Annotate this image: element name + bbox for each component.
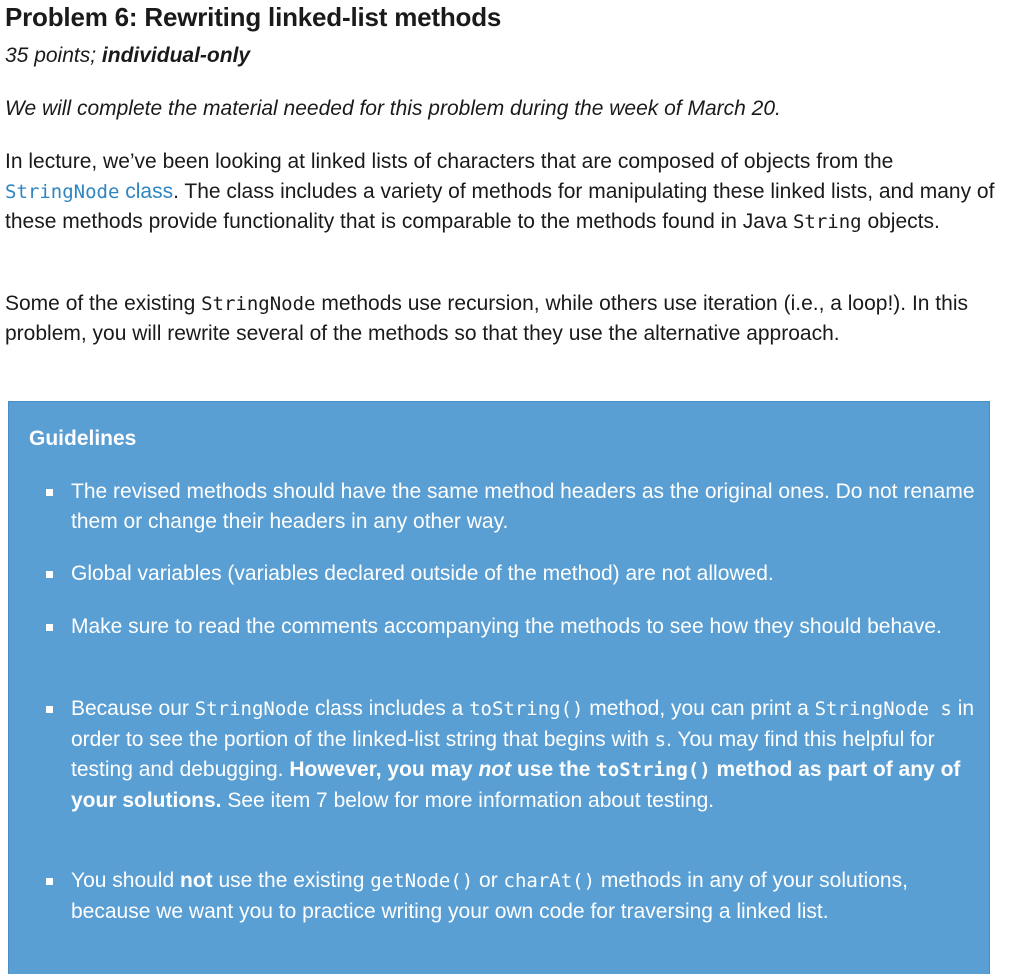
stringnode-link-code: StringNode	[5, 181, 120, 203]
g4-text-5: . You may find this helpful for testing and debugging.	[71, 727, 935, 781]
stringnode-class-link[interactable]	[5, 180, 173, 203]
bullet-icon	[46, 489, 53, 496]
g4-code-3: StringNode s	[814, 698, 952, 720]
para1-code-string: String	[792, 211, 862, 233]
guidelines-box	[8, 401, 990, 974]
bullet-icon	[46, 624, 53, 631]
bullet-icon	[46, 878, 53, 885]
guideline-item	[71, 559, 976, 589]
g4-code-2: toString()	[469, 698, 584, 720]
points-mode: individual-only	[101, 44, 251, 67]
para2-text-2: methods use recursion, while others use iteration (i.e., a loop!). In this problem, you will rewrite several of the methods so that they use the alternative approach.	[5, 292, 968, 345]
g5-code-getnode: getNode()	[370, 870, 474, 892]
para2-text-1: Some of the existing	[5, 292, 202, 315]
points-line	[5, 42, 250, 70]
guideline-item	[71, 477, 976, 536]
guideline-item	[71, 694, 976, 815]
para2-code-stringnode: StringNode	[201, 293, 316, 315]
intro-paragraph	[5, 147, 995, 237]
g4-code-1: StringNode	[194, 698, 310, 720]
g4-bold-italic: not	[478, 758, 512, 781]
g4-text-1: Because our	[71, 697, 195, 720]
g4-bold-3: method as part of any of your solutions.	[71, 758, 961, 812]
g4-text-2: class includes a	[309, 697, 470, 720]
g5-bold-not: not	[180, 869, 213, 892]
stringnode-link-text: class	[119, 180, 174, 203]
bullet-icon	[46, 706, 53, 713]
g5-text-2: use the existing	[212, 869, 371, 892]
guideline-item	[71, 612, 976, 642]
g4-text-4: in order to see the portion of the linked-list string that begins with	[71, 697, 975, 751]
guideline-3-text: Make sure to read the comments accompanying the methods to see how they should behave.	[71, 615, 942, 638]
para1-text-2: . The class includes a variety of methods for manipulating these linked lists, and many of these methods provide functionality that is comparable to the methods found in Java	[5, 180, 995, 233]
g5-code-charat: charAt()	[503, 870, 596, 892]
g4-text-6: See item 7 below for more information about testing.	[221, 788, 715, 812]
g5-text-3: or	[473, 869, 504, 892]
g5-text-4: methods in any of your solutions, because we want you to practice writing your own code for traversing a linked list.	[71, 869, 908, 923]
g5-text-1: You should	[71, 869, 180, 892]
schedule-note: We will complete the material needed for this problem during the week of March 20.	[5, 97, 781, 120]
approach-paragraph	[5, 289, 995, 349]
bullet-icon	[46, 571, 53, 578]
g4-bold-code: toString()	[596, 759, 711, 781]
para1-text-3: objects.	[861, 210, 940, 233]
page-title: Problem 6: Rewriting linked-list methods	[5, 2, 502, 32]
guidelines-heading: Guidelines	[29, 427, 137, 450]
g4-bold-1: However, you may	[289, 758, 479, 781]
g4-bold-2: use the	[511, 758, 597, 781]
points-value: 35 points;	[5, 44, 97, 67]
guideline-item	[71, 866, 976, 926]
g4-code-4: s	[654, 728, 667, 751]
g4-text-3: method, you can print a	[583, 697, 815, 720]
guideline-2-text: Global variables (variables declared outside of the method) are not allowed.	[71, 562, 774, 585]
guideline-1-text: The revised methods should have the same method headers as the original ones. Do not rename them or change their headers in any other way.	[71, 480, 975, 533]
para1-text-1: In lecture, we’ve been looking at linked lists of characters that are composed of objects from the	[5, 150, 894, 173]
